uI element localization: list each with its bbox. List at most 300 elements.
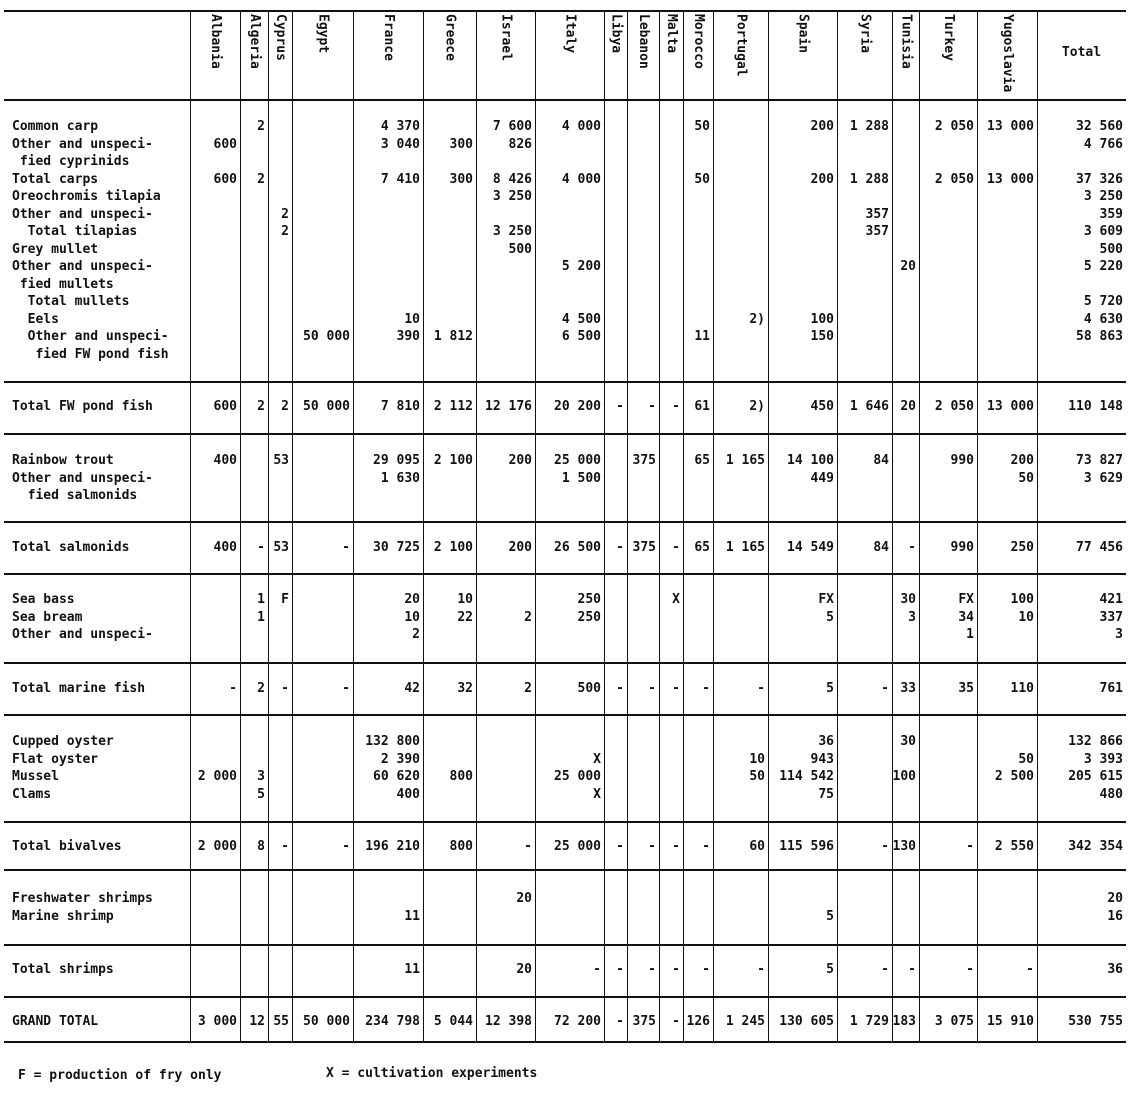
table-cell: 1 165 <box>725 540 765 555</box>
table-cell: 300 <box>449 171 473 187</box>
table-cell: 53 <box>273 453 289 468</box>
column-divider <box>268 10 269 1041</box>
table-cell: 8 <box>257 839 265 854</box>
column-header-lebanon: Lebanon <box>636 14 651 69</box>
table-cell: 25 000 <box>554 453 601 468</box>
table-row-label: Cupped oyster <box>12 734 114 749</box>
table-cell: 14 100 <box>787 453 834 468</box>
table-cell: FX <box>958 592 974 607</box>
table-cell: - <box>229 681 237 696</box>
table-cell: 600 <box>213 171 237 187</box>
table-row-label: Other and unspeci- <box>12 329 169 344</box>
table-cell: 3 250 <box>1083 189 1123 204</box>
table-cell: - <box>648 399 656 414</box>
column-divider <box>659 10 660 1041</box>
table-cell: 4 370 <box>380 119 420 134</box>
table-cell: 183 <box>892 1014 916 1029</box>
table-cell: 5 <box>826 908 834 924</box>
table-cell: - <box>342 839 350 854</box>
table-cell: 36 <box>1107 962 1123 977</box>
total-row-label: Total bivalves <box>12 839 122 854</box>
table-cell: 300 <box>449 136 473 152</box>
row-divider <box>4 573 1126 575</box>
table-cell: 421 <box>1099 592 1123 607</box>
table-cell: 400 <box>213 453 237 468</box>
table-cell: 10 <box>749 751 765 767</box>
table-cell: 84 <box>873 453 889 468</box>
table-cell: 800 <box>449 839 473 854</box>
table-cell: 449 <box>810 470 834 486</box>
table-cell: 60 620 <box>373 769 420 784</box>
table-row-label: Other and unspeci- <box>12 627 153 642</box>
table-cell: 16 <box>1107 908 1123 924</box>
table-cell: 250 <box>577 609 601 625</box>
table-row-label: fied cyprinids <box>12 154 130 169</box>
table-cell: 3 000 <box>197 1014 237 1029</box>
table-cell: 234 798 <box>365 1014 420 1029</box>
table-cell: - <box>616 540 624 555</box>
table-cell: 150 <box>810 329 834 344</box>
table-cell: 250 <box>577 592 601 607</box>
table-cell: 20 <box>516 891 532 906</box>
column-header-yugoslavia: Yugoslavia <box>1000 14 1015 93</box>
table-cell: - <box>616 681 624 696</box>
table-cell: 25 000 <box>554 769 601 784</box>
table-cell: 50 000 <box>303 329 350 344</box>
table-cell: - <box>908 540 916 555</box>
table-row-label: Rainbow trout <box>12 453 114 468</box>
table-cell: 84 <box>873 540 889 555</box>
table-cell: 500 <box>577 681 601 696</box>
table-cell: - <box>281 839 289 854</box>
table-cell: 33 <box>900 681 916 696</box>
column-divider <box>535 10 536 1041</box>
table-cell: 5 <box>826 962 834 977</box>
column-header-portugal: Portugal <box>733 14 749 77</box>
table-cell: 5 <box>826 609 834 625</box>
table-cell: 12 <box>249 1014 265 1029</box>
table-cell: 2 <box>412 627 420 642</box>
table-cell: 10 <box>404 609 420 625</box>
table-cell: 990 <box>950 540 974 555</box>
table-row-label: Mussel <box>12 769 59 784</box>
table-cell: 375 <box>632 453 656 468</box>
column-divider <box>476 10 477 1041</box>
table-cell: 2 112 <box>433 399 473 414</box>
table-cell: 4 630 <box>1083 311 1123 327</box>
table-cell: 50 <box>694 171 710 187</box>
table-cell: 500 <box>508 241 532 257</box>
table-row-label: fied mullets <box>12 276 114 292</box>
column-header-albania: Albania <box>208 14 223 69</box>
table-cell: - <box>672 681 680 696</box>
table-cell: 1 245 <box>725 1014 765 1029</box>
table-cell: 35 <box>958 681 974 696</box>
table-row-label: fied FW pond fish <box>12 346 169 362</box>
table-cell: 12 398 <box>485 1014 532 1029</box>
table-cell: - <box>342 681 350 696</box>
table-cell: 1 288 <box>849 171 889 187</box>
table-cell: 13 000 <box>987 119 1034 134</box>
table-cell: 4 500 <box>561 311 601 327</box>
table-cell: 77 456 <box>1076 540 1123 555</box>
table-row-label: Eels <box>12 311 59 327</box>
table-cell: 200 <box>508 453 532 468</box>
table-cell: - <box>616 839 624 854</box>
table-cell: 58 863 <box>1076 329 1123 344</box>
table-cell: - <box>616 962 624 977</box>
table-row-label: Sea bass <box>12 592 75 607</box>
table-cell: 3 <box>908 609 916 625</box>
table-cell: 30 <box>900 734 916 749</box>
table-cell: 5 <box>257 786 265 802</box>
table-cell: 53 <box>273 540 289 555</box>
table-cell: - <box>672 1014 680 1029</box>
table-cell: 50 <box>749 769 765 784</box>
row-divider <box>4 714 1126 716</box>
table-cell: 2 <box>281 399 289 414</box>
table-cell: - <box>616 1014 624 1029</box>
table-cell: 126 <box>686 1014 710 1029</box>
table-cell: 132 800 <box>365 734 420 749</box>
table-cell: 2) <box>749 311 765 327</box>
table-cell: 600 <box>213 136 237 152</box>
table-cell: 72 200 <box>554 1014 601 1029</box>
table-cell: 20 200 <box>554 399 601 414</box>
table-cell: - <box>672 540 680 555</box>
table-cell: 196 210 <box>365 839 420 854</box>
table-cell: - <box>648 681 656 696</box>
table-cell: 7 810 <box>380 399 420 414</box>
column-divider <box>292 10 293 1041</box>
table-cell: 2 000 <box>197 769 237 784</box>
column-divider <box>423 10 424 1041</box>
table-cell: 200 <box>508 540 532 555</box>
table-cell: 357 <box>865 206 889 222</box>
table-cell: 2) <box>749 399 765 414</box>
table-row-label: Freshwater shrimps <box>12 891 153 906</box>
table-cell: 20 <box>404 592 420 607</box>
column-divider <box>713 10 714 1041</box>
table-cell: 100 <box>810 311 834 327</box>
table-cell: 5 <box>826 681 834 696</box>
table-cell: - <box>257 540 265 555</box>
table-cell: 480 <box>1099 786 1123 802</box>
table-cell: 359 <box>1099 206 1123 222</box>
table-cell: - <box>524 839 532 854</box>
table-cell: - <box>702 681 710 696</box>
table-cell: 73 827 <box>1076 453 1123 468</box>
column-divider <box>627 10 628 1041</box>
table-cell: 3 040 <box>380 136 420 152</box>
column-header-libya: Libya <box>608 14 624 54</box>
table-cell: 1 <box>257 592 265 607</box>
column-divider <box>892 10 893 1041</box>
row-divider <box>4 869 1126 871</box>
table-cell: 3 075 <box>934 1014 974 1029</box>
table-row-label: fied salmonids <box>12 488 138 503</box>
table-cell: 110 148 <box>1068 399 1123 414</box>
row-divider <box>4 821 1126 823</box>
table-cell: - <box>281 681 289 696</box>
table-cell: 50 000 <box>303 399 350 414</box>
table-cell: 3 250 <box>492 189 532 204</box>
table-cell: 13 000 <box>987 399 1034 414</box>
table-cell: 2 050 <box>934 119 974 134</box>
table-cell: - <box>648 962 656 977</box>
table-row-label: Total carps <box>12 171 99 187</box>
table-cell: 42 <box>404 681 420 696</box>
table-cell: 2 <box>257 399 265 414</box>
column-header-syria: Syria <box>857 14 873 54</box>
column-divider <box>604 10 605 1041</box>
table-cell: 75 <box>818 786 834 802</box>
column-divider <box>353 10 354 1041</box>
table-cell: 10 <box>1018 609 1034 625</box>
table-cell: 500 <box>1099 241 1123 257</box>
table-cell: 3 <box>257 769 265 784</box>
table-cell: 2 <box>281 224 289 239</box>
table-cell: 50 <box>1018 470 1034 486</box>
table-cell: 20 <box>1107 891 1123 906</box>
table-cell: 2 100 <box>433 453 473 468</box>
table-cell: 7 410 <box>380 171 420 187</box>
column-header-total: Total <box>1061 45 1102 60</box>
table-row-label: Total mullets <box>12 294 130 309</box>
table-cell: - <box>702 962 710 977</box>
column-divider <box>837 10 838 1041</box>
table-cell: 50 000 <box>303 1014 350 1029</box>
table-cell: - <box>757 962 765 977</box>
column-header-israel: Israel <box>498 14 514 61</box>
table-row-label: Oreochromis tilapia <box>12 189 161 204</box>
table-cell: 2 050 <box>934 399 974 414</box>
table-cell: 1 <box>257 609 265 625</box>
table-cell: F <box>281 592 289 607</box>
table-cell: 14 549 <box>787 540 834 555</box>
table-cell: 5 720 <box>1083 294 1123 309</box>
table-cell: 10 <box>404 311 420 327</box>
table-cell: 36 <box>818 734 834 749</box>
table-cell: 7 600 <box>492 119 532 134</box>
table-cell: 4 000 <box>561 171 601 187</box>
table-cell: - <box>672 962 680 977</box>
total-row-label: Total FW pond fish <box>12 399 153 414</box>
table-cell: 375 <box>632 1014 656 1029</box>
column-header-algeria: Algeria <box>247 14 262 69</box>
table-cell: 5 220 <box>1083 259 1123 274</box>
table-row-label: Other and unspeci- <box>12 136 153 152</box>
table-row-label: Other and unspeci- <box>12 470 153 486</box>
table-cell: 1 165 <box>725 453 765 468</box>
table-cell: - <box>966 962 974 977</box>
row-divider <box>4 1041 1126 1043</box>
row-divider <box>4 521 1126 523</box>
table-cell: 29 095 <box>373 453 420 468</box>
table-cell: 943 <box>810 751 834 767</box>
table-cell: 3 <box>1115 627 1123 642</box>
column-divider <box>977 10 978 1041</box>
table-cell: 3 250 <box>492 224 532 239</box>
table-cell: - <box>616 399 624 414</box>
table-cell: X <box>593 786 601 802</box>
table-cell: 13 000 <box>987 171 1034 187</box>
table-cell: 357 <box>865 224 889 239</box>
table-cell: 4 766 <box>1083 136 1123 152</box>
table-row-label: Marine shrimp <box>12 908 114 924</box>
footnote-experiments: X = cultivation experiments <box>326 1066 538 1081</box>
table-cell: - <box>757 681 765 696</box>
table-cell: 114 542 <box>779 769 834 784</box>
table-cell: 115 596 <box>779 839 834 854</box>
column-header-malta: Malta <box>664 14 679 54</box>
table-cell: - <box>966 839 974 854</box>
column-divider <box>919 10 920 1041</box>
table-cell: 15 910 <box>987 1014 1034 1029</box>
table-cell: 2 100 <box>433 540 473 555</box>
table-cell: 2 <box>257 119 265 134</box>
table-cell: 450 <box>810 399 834 414</box>
table-cell: 400 <box>213 540 237 555</box>
table-cell: 11 <box>404 962 420 977</box>
table-row-label: Sea bream <box>12 609 83 625</box>
column-header-egypt: Egypt <box>315 14 331 54</box>
table-cell: 2 550 <box>994 839 1034 854</box>
table-row-label: Grey mullet <box>12 241 99 257</box>
table-cell: 20 <box>900 259 916 274</box>
row-divider <box>4 996 1126 998</box>
table-cell: 2 <box>524 609 532 625</box>
table-cell: 375 <box>632 540 656 555</box>
table-cell: 5 044 <box>433 1014 473 1029</box>
table-cell: 2 050 <box>934 171 974 187</box>
table-cell: 5 200 <box>561 259 601 274</box>
table-cell: 400 <box>396 786 420 802</box>
table-cell: 1 500 <box>561 470 601 486</box>
table-cell: - <box>593 962 601 977</box>
row-divider <box>4 10 1126 12</box>
table-cell: - <box>908 962 916 977</box>
row-divider <box>4 433 1126 435</box>
table-cell: - <box>672 839 680 854</box>
row-divider <box>4 381 1126 383</box>
total-row-label: Total salmonids <box>12 540 130 555</box>
table-cell: 826 <box>508 136 532 152</box>
table-row-label: Common carp <box>12 119 99 134</box>
table-cell: 4 000 <box>561 119 601 134</box>
table-cell: 32 <box>457 681 473 696</box>
table-cell: 1 812 <box>433 329 473 344</box>
table-cell: - <box>342 540 350 555</box>
table-cell: - <box>672 399 680 414</box>
table-cell: 60 <box>749 839 765 854</box>
table-cell: 337 <box>1099 609 1123 625</box>
table-cell: FX <box>818 592 834 607</box>
table-cell: 1 646 <box>849 399 889 414</box>
table-cell: 110 <box>1010 681 1034 696</box>
table-cell: 61 <box>694 399 710 414</box>
table-cell: 1 729 <box>849 1014 889 1029</box>
table-cell: 37 326 <box>1076 171 1123 187</box>
column-header-turkey: Turkey <box>941 14 956 61</box>
table-cell: 34 <box>958 609 974 625</box>
table-cell: - <box>881 962 889 977</box>
total-row-label: Total marine fish <box>12 681 146 696</box>
table-cell: 990 <box>950 453 974 468</box>
column-divider <box>768 10 769 1041</box>
column-header-spain: Spain <box>795 14 811 54</box>
table-cell: 20 <box>516 962 532 977</box>
table-cell: - <box>881 839 889 854</box>
column-header-tunisia: Tunisia <box>898 14 914 69</box>
table-cell: 100 <box>1010 592 1034 607</box>
table-cell: 11 <box>404 908 420 924</box>
table-cell: X <box>593 751 601 767</box>
table-cell: 1 <box>966 627 974 642</box>
table-cell: 30 725 <box>373 540 420 555</box>
table-cell: 3 393 <box>1083 751 1123 767</box>
table-cell: - <box>702 839 710 854</box>
table-cell: 132 866 <box>1068 734 1123 749</box>
table-cell: 2 <box>281 206 289 222</box>
table-cell: 761 <box>1099 681 1123 696</box>
table-cell: 65 <box>694 453 710 468</box>
footnote-fry: F = production of fry only <box>18 1068 222 1083</box>
column-header-cyprus: Cyprus <box>273 14 288 61</box>
column-divider <box>1037 10 1038 1041</box>
table-cell: 200 <box>810 119 834 134</box>
table-cell: 30 <box>900 592 916 607</box>
table-row-label: Total tilapias <box>12 224 138 239</box>
column-header-france: France <box>381 14 396 61</box>
table-cell: 55 <box>273 1014 289 1029</box>
table-cell: X <box>672 592 680 607</box>
table-cell: 2 000 <box>197 839 237 854</box>
row-divider <box>4 944 1126 946</box>
table-cell: 12 176 <box>485 399 532 414</box>
table-cell: 1 630 <box>380 470 420 486</box>
table-cell: 8 426 <box>492 171 532 187</box>
table-cell: 2 390 <box>380 751 420 767</box>
table-cell: 32 560 <box>1076 119 1123 134</box>
column-header-greece: Greece <box>442 14 458 61</box>
table-cell: - <box>1026 962 1034 977</box>
column-header-morocco: Morocco <box>691 14 706 69</box>
table-cell: - <box>881 681 889 696</box>
table-cell: 10 <box>457 592 473 607</box>
table-cell: 390 <box>396 329 420 344</box>
table-cell: 100 <box>892 769 916 784</box>
row-divider <box>4 99 1126 101</box>
table-cell: 800 <box>449 769 473 784</box>
table-cell: 3 609 <box>1083 224 1123 239</box>
grand-total-row-label: GRAND TOTAL <box>12 1014 99 1029</box>
table-cell: 200 <box>1010 453 1034 468</box>
table-cell: 2 <box>524 681 532 696</box>
column-header-italy: Italy <box>562 14 578 54</box>
table-cell: 1 288 <box>849 119 889 134</box>
row-divider <box>4 662 1126 664</box>
table-row-label: Clams <box>12 786 52 802</box>
table-cell: 2 <box>257 171 265 187</box>
column-divider <box>683 10 684 1041</box>
table-cell: 342 354 <box>1068 839 1123 854</box>
table-cell: 26 500 <box>554 540 601 555</box>
table-cell: 25 000 <box>554 839 601 854</box>
table-cell: 50 <box>1018 751 1034 767</box>
table-cell: 130 <box>892 839 916 854</box>
total-row-label: Total shrimps <box>12 962 114 977</box>
